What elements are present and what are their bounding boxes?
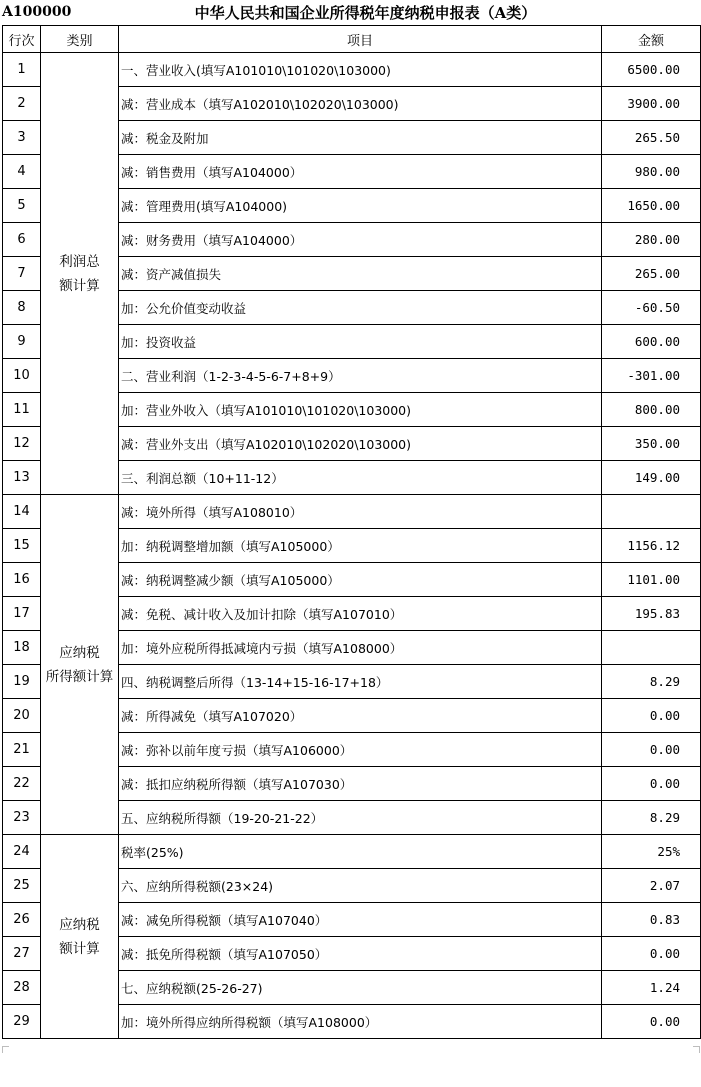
row-item-label: 减：财务费用（填写A104000） (119, 223, 602, 257)
row-amount: 980.00 (602, 155, 701, 189)
row-line-number: 11 (3, 393, 41, 427)
row-amount: 6500.00 (602, 53, 701, 87)
row-item-label: 七、应纳税额(25-26-27) (119, 971, 602, 1005)
row-line-number: 22 (3, 767, 41, 801)
row-item-label: 减：营业外支出（填写A102010\102020\103000) (119, 427, 602, 461)
row-amount: -60.50 (602, 291, 701, 325)
row-amount: 8.29 (602, 801, 701, 835)
row-line-number: 2 (3, 87, 41, 121)
form-code: A100000 (2, 4, 72, 20)
row-line-number: 29 (3, 1005, 41, 1039)
row-amount: 0.00 (602, 1005, 701, 1039)
row-item-label: 一、营业收入(填写A101010\101020\103000) (119, 53, 602, 87)
row-amount: 149.00 (602, 461, 701, 495)
row-amount: 0.00 (602, 699, 701, 733)
category-cell (41, 835, 119, 1039)
row-item-label: 减：免税、减计收入及加计扣除（填写A107010） (119, 597, 602, 631)
table-row (3, 495, 701, 529)
row-line-number: 10 (3, 359, 41, 393)
table-row (3, 835, 701, 869)
row-item-label: 减：销售费用（填写A104000） (119, 155, 602, 189)
row-line-number: 9 (3, 325, 41, 359)
form-title: 中华人民共和国企业所得税年度纳税申报表（A类） (194, 4, 537, 22)
row-line-number: 20 (3, 699, 41, 733)
row-line-number: 24 (3, 835, 41, 869)
row-amount: 1650.00 (602, 189, 701, 223)
row-amount: 600.00 (602, 325, 701, 359)
row-item-label: 五、应纳税所得额（19-20-21-22） (119, 801, 602, 835)
category-cell (41, 53, 119, 495)
row-amount: 0.00 (602, 767, 701, 801)
row-line-number: 13 (3, 461, 41, 495)
row-line-number: 21 (3, 733, 41, 767)
row-amount (602, 495, 701, 529)
row-line-number: 16 (3, 563, 41, 597)
row-item-label: 减：纳税调整减少额（填写A105000） (119, 563, 602, 597)
row-item-label: 减：境外所得（填写A108010） (119, 495, 602, 529)
row-amount: 0.00 (602, 733, 701, 767)
row-line-number: 15 (3, 529, 41, 563)
row-line-number: 4 (3, 155, 41, 189)
row-line-number: 5 (3, 189, 41, 223)
row-item-label: 六、应纳所得税额(23×24) (119, 869, 602, 903)
header-line: 行次 (3, 26, 41, 53)
category-cell (41, 495, 119, 835)
row-line-number: 14 (3, 495, 41, 529)
row-amount: 8.29 (602, 665, 701, 699)
row-line-number: 23 (3, 801, 41, 835)
row-amount: 1101.00 (602, 563, 701, 597)
row-amount: 350.00 (602, 427, 701, 461)
header-item: 项目 (119, 26, 602, 53)
table-header-row (3, 26, 701, 53)
row-line-number: 6 (3, 223, 41, 257)
row-amount: 1.24 (602, 971, 701, 1005)
row-amount: 265.00 (602, 257, 701, 291)
row-line-number: 19 (3, 665, 41, 699)
page-corner-mark-right (693, 1046, 700, 1053)
header-category: 类别 (41, 26, 119, 53)
row-item-label: 加：营业外收入（填写A101010\101020\103000) (119, 393, 602, 427)
category-label-line: 应纳税 (59, 916, 100, 933)
row-line-number: 27 (3, 937, 41, 971)
category-label-line: 额计算 (59, 940, 100, 957)
row-item-label: 加：境外所得应纳所得税额（填写A108000） (119, 1005, 602, 1039)
row-line-number: 3 (3, 121, 41, 155)
page-corner-mark-left (2, 1046, 9, 1053)
row-amount: 1156.12 (602, 529, 701, 563)
row-amount: 0.83 (602, 903, 701, 937)
row-item-label: 减：税金及附加 (119, 121, 602, 155)
table-row (3, 53, 701, 87)
row-line-number: 7 (3, 257, 41, 291)
row-amount: 800.00 (602, 393, 701, 427)
row-line-number: 1 (3, 53, 41, 87)
row-amount: 0.00 (602, 937, 701, 971)
tax-return-table (2, 25, 701, 1039)
row-amount: -301.00 (602, 359, 701, 393)
row-amount: 2.07 (602, 869, 701, 903)
row-item-label: 四、纳税调整后所得（13-14+15-16-17+18） (119, 665, 602, 699)
row-amount: 265.50 (602, 121, 701, 155)
row-item-label: 二、营业利润（1-2-3-4-5-6-7+8+9） (119, 359, 602, 393)
row-item-label: 减：抵免所得税额（填写A107050） (119, 937, 602, 971)
category-label-line: 应纳税 (59, 644, 100, 661)
row-item-label: 减：所得减免（填写A107020） (119, 699, 602, 733)
row-item-label: 减：营业成本（填写A102010\102020\103000) (119, 87, 602, 121)
header-amount: 金额 (602, 26, 701, 53)
row-line-number: 12 (3, 427, 41, 461)
row-item-label: 加：公允价值变动收益 (119, 291, 602, 325)
row-item-label: 税率(25%) (119, 835, 602, 869)
table-body (3, 53, 701, 1039)
category-label-line: 额计算 (59, 277, 100, 294)
row-amount: 280.00 (602, 223, 701, 257)
row-item-label: 减：弥补以前年度亏损（填写A106000） (119, 733, 602, 767)
form-header (0, 0, 701, 25)
row-item-label: 三、利润总额（10+11-12） (119, 461, 602, 495)
row-amount (602, 631, 701, 665)
row-item-label: 减：管理费用(填写A104000) (119, 189, 602, 223)
row-line-number: 25 (3, 869, 41, 903)
row-line-number: 18 (3, 631, 41, 665)
category-label-line: 所得额计算 (45, 668, 114, 685)
row-item-label: 加：境外应税所得抵减境内亏损（填写A108000） (119, 631, 602, 665)
row-item-label: 加：投资收益 (119, 325, 602, 359)
row-line-number: 28 (3, 971, 41, 1005)
row-line-number: 8 (3, 291, 41, 325)
row-line-number: 26 (3, 903, 41, 937)
row-item-label: 加：纳税调整增加额（填写A105000） (119, 529, 602, 563)
category-label-line: 利润总 (59, 253, 100, 270)
row-amount: 195.83 (602, 597, 701, 631)
row-amount: 25% (602, 835, 701, 869)
row-item-label: 减：资产减值损失 (119, 257, 602, 291)
row-amount: 3900.00 (602, 87, 701, 121)
row-item-label: 减：抵扣应纳税所得额（填写A107030） (119, 767, 602, 801)
row-item-label: 减：减免所得税额（填写A107040） (119, 903, 602, 937)
row-line-number: 17 (3, 597, 41, 631)
